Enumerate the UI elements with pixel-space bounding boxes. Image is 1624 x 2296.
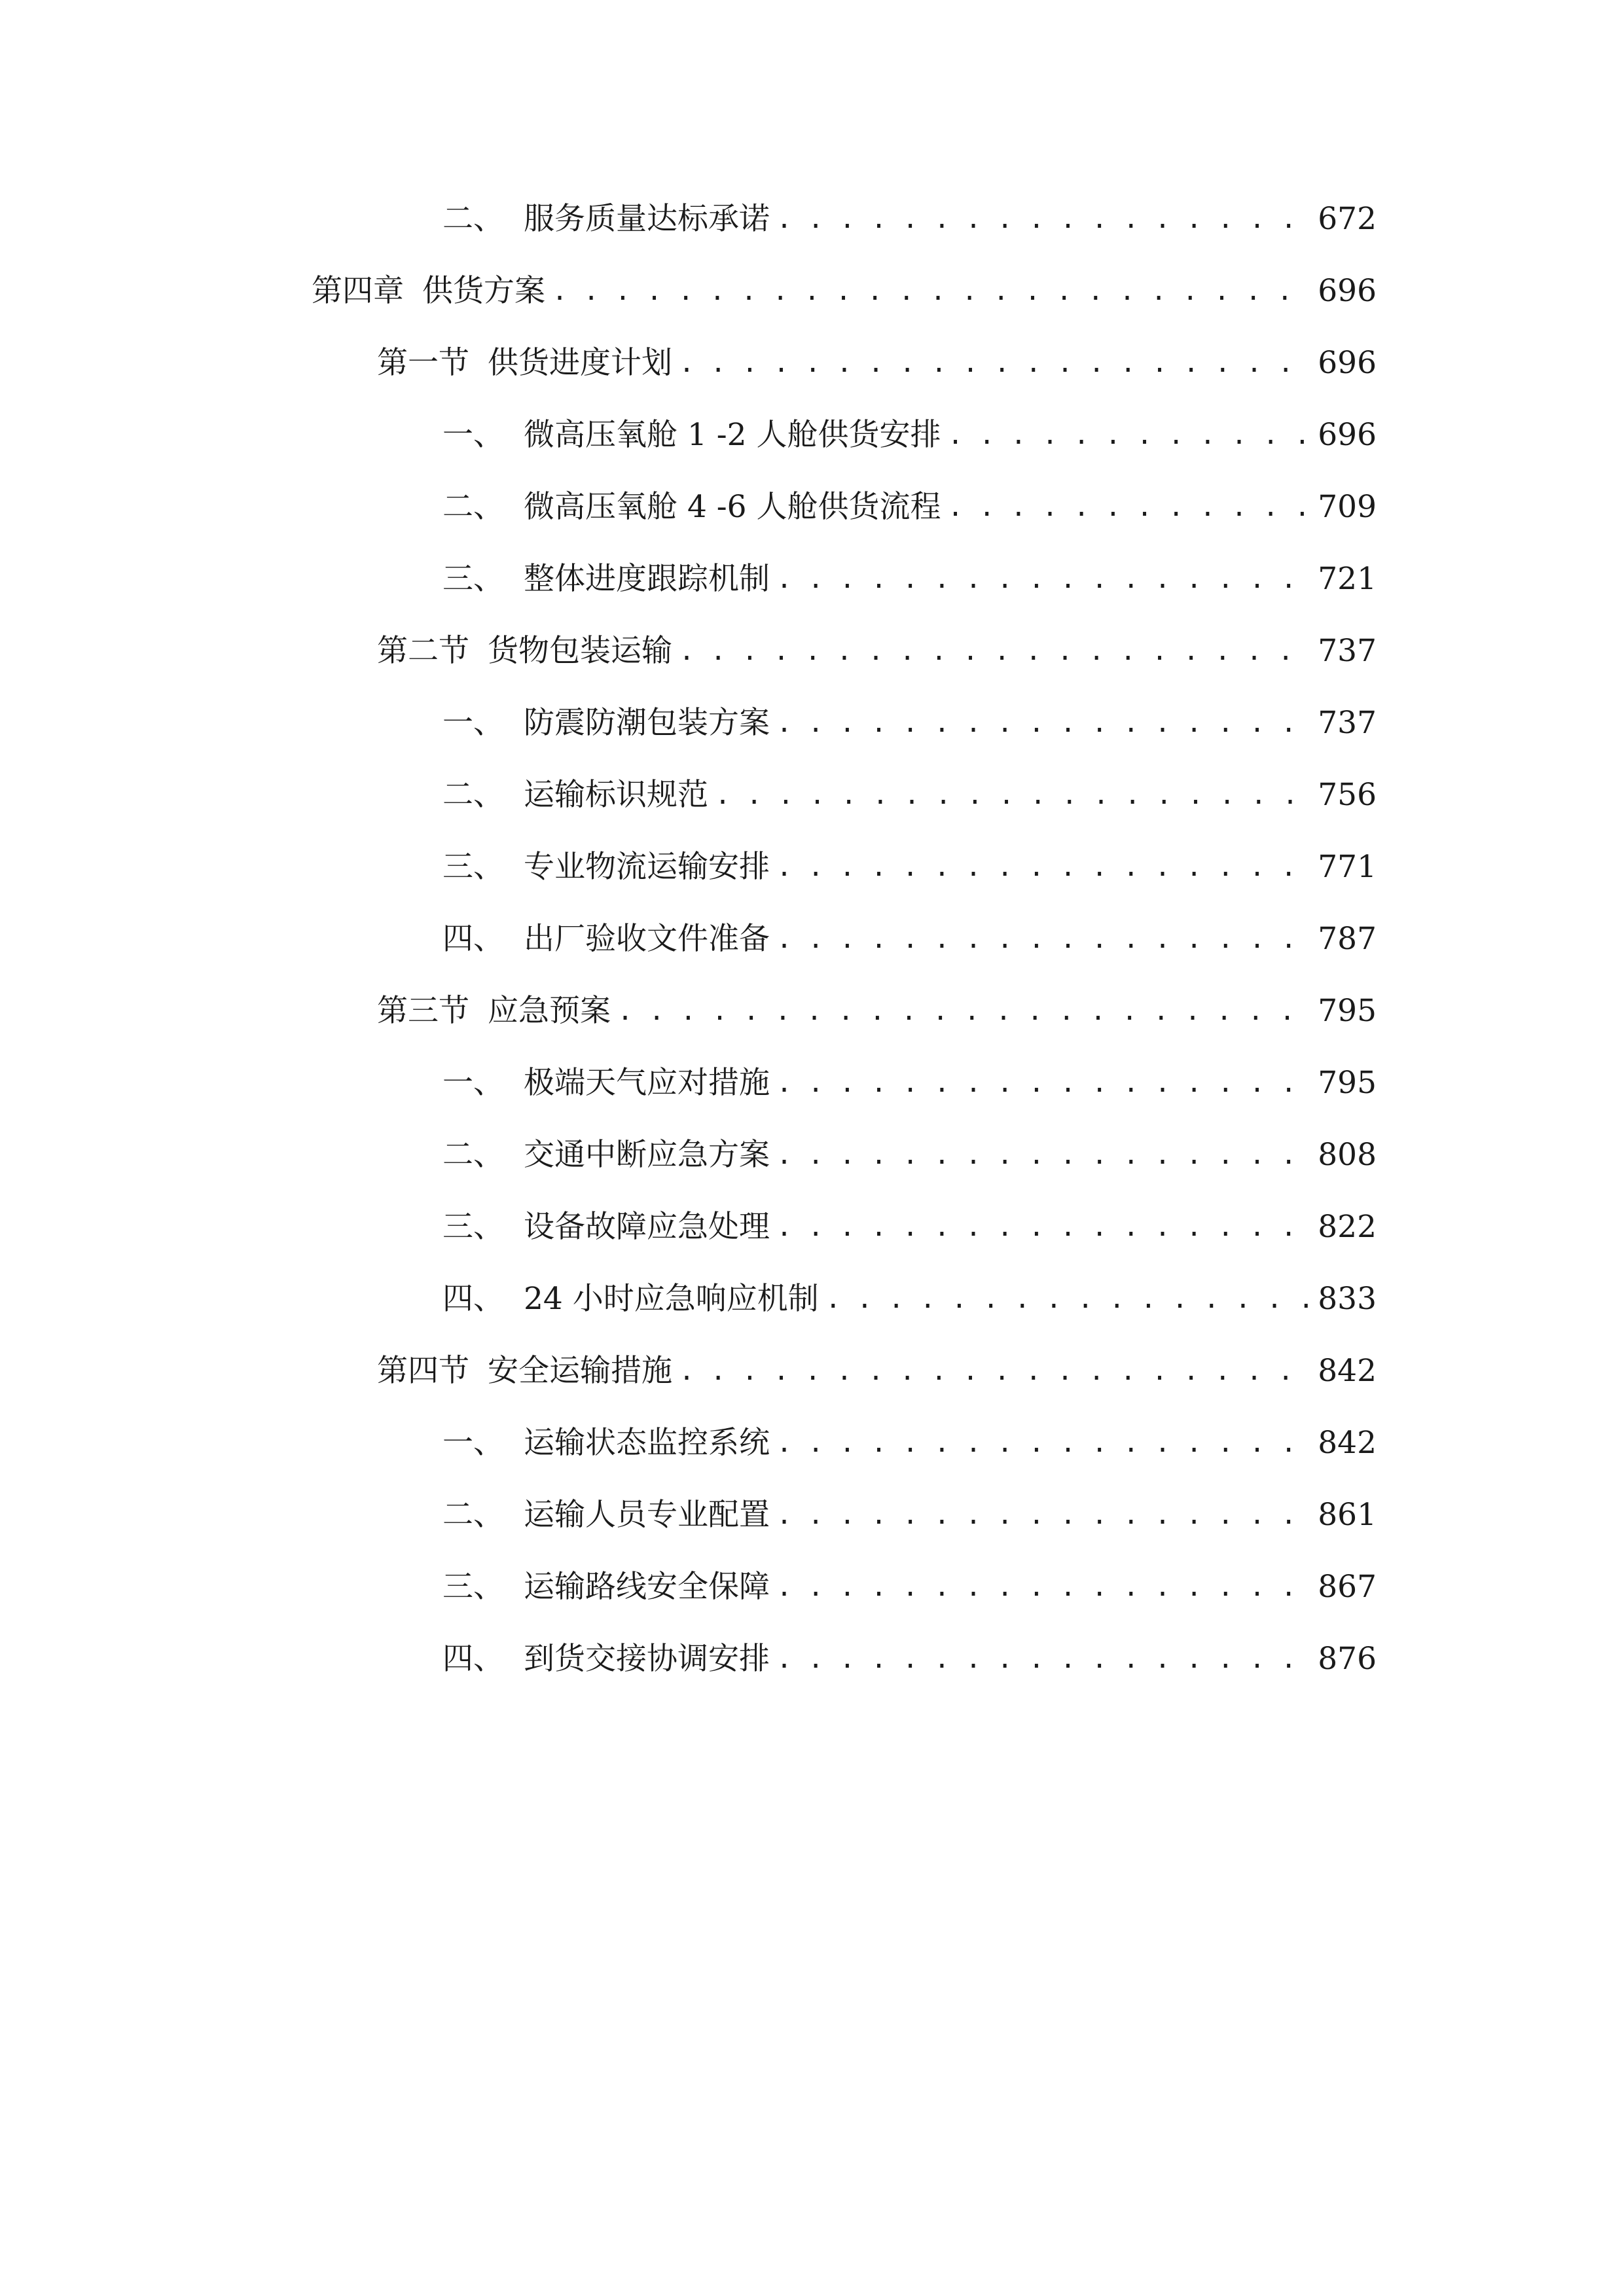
toc-entry-number: 二、 xyxy=(442,201,504,237)
toc-entry-title: 24 小时应急响应机制 xyxy=(524,1281,819,1317)
toc-entry-page: 861 xyxy=(1318,1497,1377,1533)
toc-entry-number: 三、 xyxy=(442,849,504,885)
toc-entry-number: 二、 xyxy=(442,1497,504,1533)
toc-leader-dots xyxy=(776,1420,1311,1466)
toc-entry-number: 一、 xyxy=(442,705,504,741)
toc-entry[interactable] xyxy=(442,1564,1377,1610)
toc-entry[interactable] xyxy=(442,700,1377,746)
toc-entry-title: 供货进度计划 xyxy=(488,345,672,381)
toc-entry-number: 三、 xyxy=(442,1209,504,1245)
toc-entry[interactable] xyxy=(442,484,1377,530)
toc-leader-dots xyxy=(679,628,1311,674)
toc-entry[interactable] xyxy=(442,844,1377,890)
toc-entry-page: 721 xyxy=(1318,561,1377,597)
toc-entry-page: 696 xyxy=(1318,345,1377,381)
toc-entry-title: 服务质量达标承诺 xyxy=(524,201,770,237)
toc-entry-page: 833 xyxy=(1318,1281,1377,1317)
toc-entry[interactable] xyxy=(312,268,1377,314)
toc-entry-title: 应急预案 xyxy=(488,993,611,1029)
toc-entry[interactable] xyxy=(442,196,1377,242)
toc-entry-page: 842 xyxy=(1318,1353,1377,1389)
toc-entry-number: 三、 xyxy=(442,561,504,597)
toc-entry-title: 防震防潮包装方案 xyxy=(524,705,770,741)
toc-entry-page: 737 xyxy=(1318,705,1377,741)
toc-leader-dots xyxy=(776,556,1311,602)
toc-leader-dots xyxy=(679,1348,1311,1394)
toc-leader-dots xyxy=(776,1204,1311,1250)
toc-entry-title: 货物包装运输 xyxy=(488,633,672,669)
toc-entry[interactable] xyxy=(377,340,1377,386)
toc-entry-page: 876 xyxy=(1318,1641,1377,1677)
toc-entry-page: 709 xyxy=(1318,489,1377,525)
toc-entry-number: 第二节 xyxy=(377,633,469,669)
toc-leader-dots xyxy=(776,916,1311,962)
toc-entry-page: 795 xyxy=(1318,1065,1377,1101)
toc-leader-dots xyxy=(825,1276,1312,1322)
toc-entry[interactable] xyxy=(377,1348,1377,1394)
toc-entry-title: 整体进度跟踪机制 xyxy=(524,561,770,597)
toc-leader-dots xyxy=(776,1636,1311,1682)
toc-entry-page: 696 xyxy=(1318,417,1377,453)
toc-entry-title: 运输路线安全保障 xyxy=(524,1569,770,1605)
toc-entry[interactable] xyxy=(442,1060,1377,1106)
toc-entry-number: 第四节 xyxy=(377,1353,469,1389)
toc-entry-page: 756 xyxy=(1318,777,1377,813)
toc-entry[interactable] xyxy=(442,916,1377,962)
toc-entry-title: 出厂验收文件准备 xyxy=(524,921,770,957)
toc-entry[interactable] xyxy=(442,412,1377,458)
toc-entry-page: 696 xyxy=(1318,273,1377,309)
toc-entry-title: 专业物流运输安排 xyxy=(524,849,770,885)
toc-entry-title: 运输人员专业配置 xyxy=(524,1497,770,1533)
toc-leader-dots xyxy=(776,700,1311,746)
toc-entry-page: 787 xyxy=(1318,921,1377,957)
toc-entry-title: 运输标识规范 xyxy=(524,777,708,813)
toc-leader-dots xyxy=(552,268,1311,314)
toc-entry-page: 672 xyxy=(1318,201,1377,237)
toc-entry-title: 供货方案 xyxy=(422,273,545,309)
toc-entry-number: 一、 xyxy=(442,1065,504,1101)
toc-entry[interactable] xyxy=(442,1132,1377,1178)
toc-entry-page: 822 xyxy=(1318,1209,1377,1245)
toc-entry[interactable] xyxy=(442,556,1377,602)
toc-entry-number: 一、 xyxy=(442,1425,504,1461)
toc-entry[interactable] xyxy=(377,988,1377,1034)
toc-entry[interactable] xyxy=(442,772,1377,818)
toc-entry-title: 极端天气应对措施 xyxy=(524,1065,770,1101)
toc-leader-dots xyxy=(715,772,1311,818)
toc-entry-number: 四、 xyxy=(442,1641,504,1677)
toc-entry-title: 到货交接协调安排 xyxy=(524,1641,770,1677)
toc-entry-number: 第四章 xyxy=(312,273,404,309)
toc-leader-dots xyxy=(617,988,1311,1034)
toc-leader-dots xyxy=(776,1492,1311,1538)
toc-entry-page: 795 xyxy=(1318,993,1377,1029)
toc-leader-dots xyxy=(776,844,1311,890)
toc-leader-dots xyxy=(776,196,1311,242)
toc-entry-page: 771 xyxy=(1318,849,1377,885)
toc-leader-dots xyxy=(948,484,1312,530)
toc-entry-number: 一、 xyxy=(442,417,504,453)
toc-entry-title: 交通中断应急方案 xyxy=(524,1137,770,1173)
toc-entry-number: 四、 xyxy=(442,1281,504,1317)
toc-entry[interactable] xyxy=(442,1492,1377,1538)
toc-entry-title: 运输状态监控系统 xyxy=(524,1425,770,1461)
toc-entry-number: 二、 xyxy=(442,1137,504,1173)
toc-entry-title: 微高压氧舱 1 -2 人舱供货安排 xyxy=(524,417,941,453)
toc-leader-dots xyxy=(948,412,1312,458)
toc-entry[interactable] xyxy=(442,1420,1377,1466)
toc-entry[interactable] xyxy=(442,1636,1377,1682)
toc-entry-number: 二、 xyxy=(442,489,504,525)
toc-entry-page: 842 xyxy=(1318,1425,1377,1461)
toc-entry-page: 737 xyxy=(1318,633,1377,669)
toc-leader-dots xyxy=(776,1132,1311,1178)
toc-entry[interactable] xyxy=(442,1204,1377,1250)
toc-leader-dots xyxy=(776,1060,1311,1106)
toc-entry-number: 四、 xyxy=(442,921,504,957)
toc-entry-number: 二、 xyxy=(442,777,504,813)
toc-leader-dots xyxy=(776,1564,1311,1610)
toc-entry-title: 设备故障应急处理 xyxy=(524,1209,770,1245)
toc-entry[interactable] xyxy=(442,1276,1377,1322)
toc-entry-title: 安全运输措施 xyxy=(488,1353,672,1389)
toc-leader-dots xyxy=(679,340,1311,386)
toc-entry-number: 三、 xyxy=(442,1569,504,1605)
toc-entry-title: 微高压氧舱 4 -6 人舱供货流程 xyxy=(524,489,941,525)
toc-entry-page: 867 xyxy=(1318,1569,1377,1605)
toc-entry-number: 第一节 xyxy=(377,345,469,381)
toc-entry-number: 第三节 xyxy=(377,993,469,1029)
toc-entry-page: 808 xyxy=(1318,1137,1377,1173)
toc-entry[interactable] xyxy=(377,628,1377,674)
